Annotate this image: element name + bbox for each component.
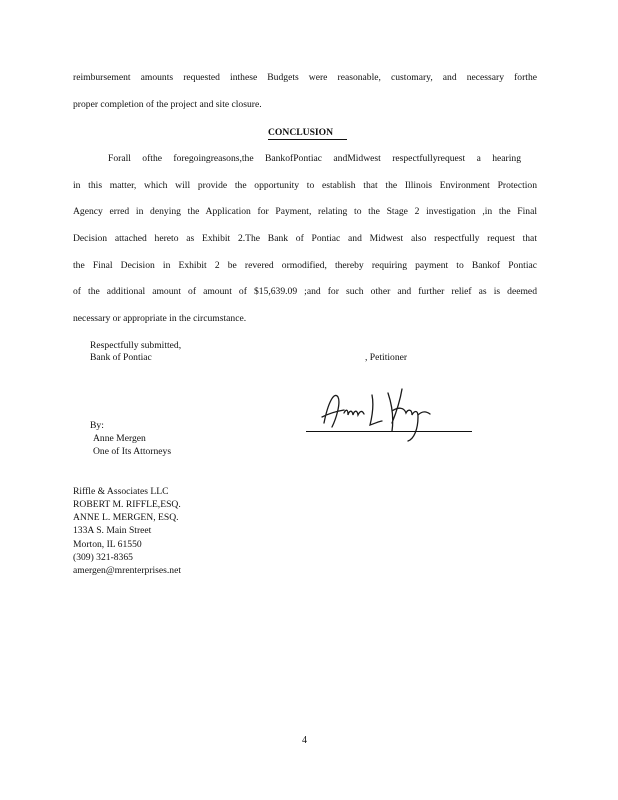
firm-city: Morton, IL 61550: [73, 539, 142, 550]
closing-petitioner: , Petitioner: [365, 352, 408, 363]
attorney-name: Anne Mergen: [93, 433, 146, 444]
closing-respectfully: Respectfully submitted,: [90, 340, 182, 351]
conclusion-heading: CONCLUSION: [268, 127, 334, 138]
heading-underline: [268, 139, 347, 140]
attorney-role: One of Its Attorneys: [93, 446, 172, 457]
body-paragraph-line: proper completion of the project and site closure.: [73, 99, 262, 110]
closing-by: By:: [90, 420, 104, 431]
firm-name: Riffle & Associates LLC: [73, 486, 169, 497]
page-number: 4: [302, 735, 307, 746]
firm-phone: (309) 321-8365: [73, 552, 133, 563]
firm-attorney: ROBERT M. RIFFLE,ESQ.: [73, 499, 181, 510]
conclusion-line: necessary or appropriate in the circumstance.: [73, 313, 247, 324]
conclusion-line: in this matter, which will provide the opportunity to establish that the Illinois Environment Protection: [73, 180, 537, 191]
conclusion-line: the Final Decision in Exhibit 2 be revered ormodified, thereby requiring payment to Bankof Pontiac: [73, 260, 537, 271]
firm-street: 133A S. Main Street: [73, 525, 152, 536]
firm-email: amergen@mrenterprises.net: [73, 565, 182, 576]
conclusion-line: Forall ofthe foregoingreasons,the BankofPontiac andMidwest respectfullyrequest a hearing: [108, 153, 521, 164]
handwritten-signature: [318, 383, 438, 450]
conclusion-line: of the additional amount of amount of $15,639.09 ;and for such other and further relief as is deemed: [73, 286, 537, 297]
firm-attorney: ANNE L. MERGEN, ESQ.: [73, 512, 179, 523]
conclusion-line: Decision attached hereto as Exhibit 2.The Bank of Pontiac and Midwest also respectfully request that: [73, 233, 537, 244]
closing-bank: Bank of Pontiac: [90, 352, 152, 363]
signature-line: [306, 431, 472, 432]
body-paragraph-line: reimbursement amounts requested inthese Budgets were reasonable, customary, and necessary forthe: [73, 72, 537, 83]
conclusion-line: Agency erred in denying the Application for Payment, relating to the Stage 2 investigation ,in the Final: [73, 206, 537, 217]
